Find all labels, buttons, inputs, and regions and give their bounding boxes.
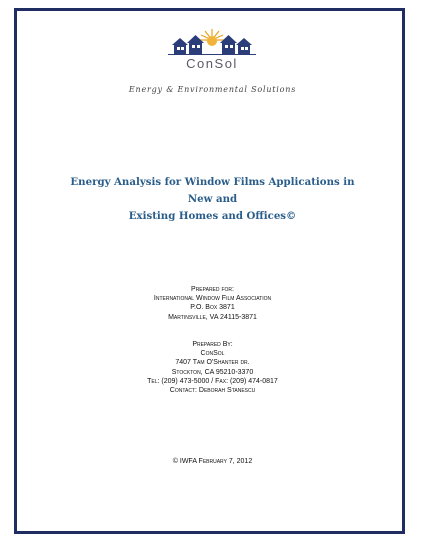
prepared-by-line: Stockton, CA 95210-3370 <box>171 368 254 376</box>
tagline: Energy & Environmental Solutions <box>128 85 297 94</box>
prepared-by-line: 7407 Tam O'Shanter dr. <box>175 359 250 367</box>
prepared-by-line: Contact: Deborah Stanescu <box>169 387 256 395</box>
title-line-2: Existing Homes and Offices© <box>128 210 297 222</box>
prepared-for-heading: Prepared for: <box>191 286 234 293</box>
prepared-for-line: Martinsville, VA 24115-3871 <box>168 313 257 321</box>
prepared-for-line: P.O. Box 3871 <box>190 304 235 312</box>
title-line-1: Energy Analysis for Window Films Applications in New and <box>70 176 355 205</box>
copyright: © IWFA February 7, 2012 <box>172 458 253 465</box>
document-title <box>60 174 365 225</box>
prepared-by-line: ConSol <box>200 350 225 358</box>
prepared-for-line: International Window Film Association <box>153 295 272 303</box>
houses-sun-icon <box>166 26 258 56</box>
consol-logo <box>166 26 258 86</box>
prepared-by-block <box>0 340 425 395</box>
logo-text: ConSol <box>186 56 238 71</box>
prepared-by-heading: Prepared By: <box>192 341 233 348</box>
prepared-by-line: Tel: (209) 473-5000 / Fax: (209) 474-0817 <box>147 377 278 385</box>
prepared-for-block <box>0 285 425 322</box>
